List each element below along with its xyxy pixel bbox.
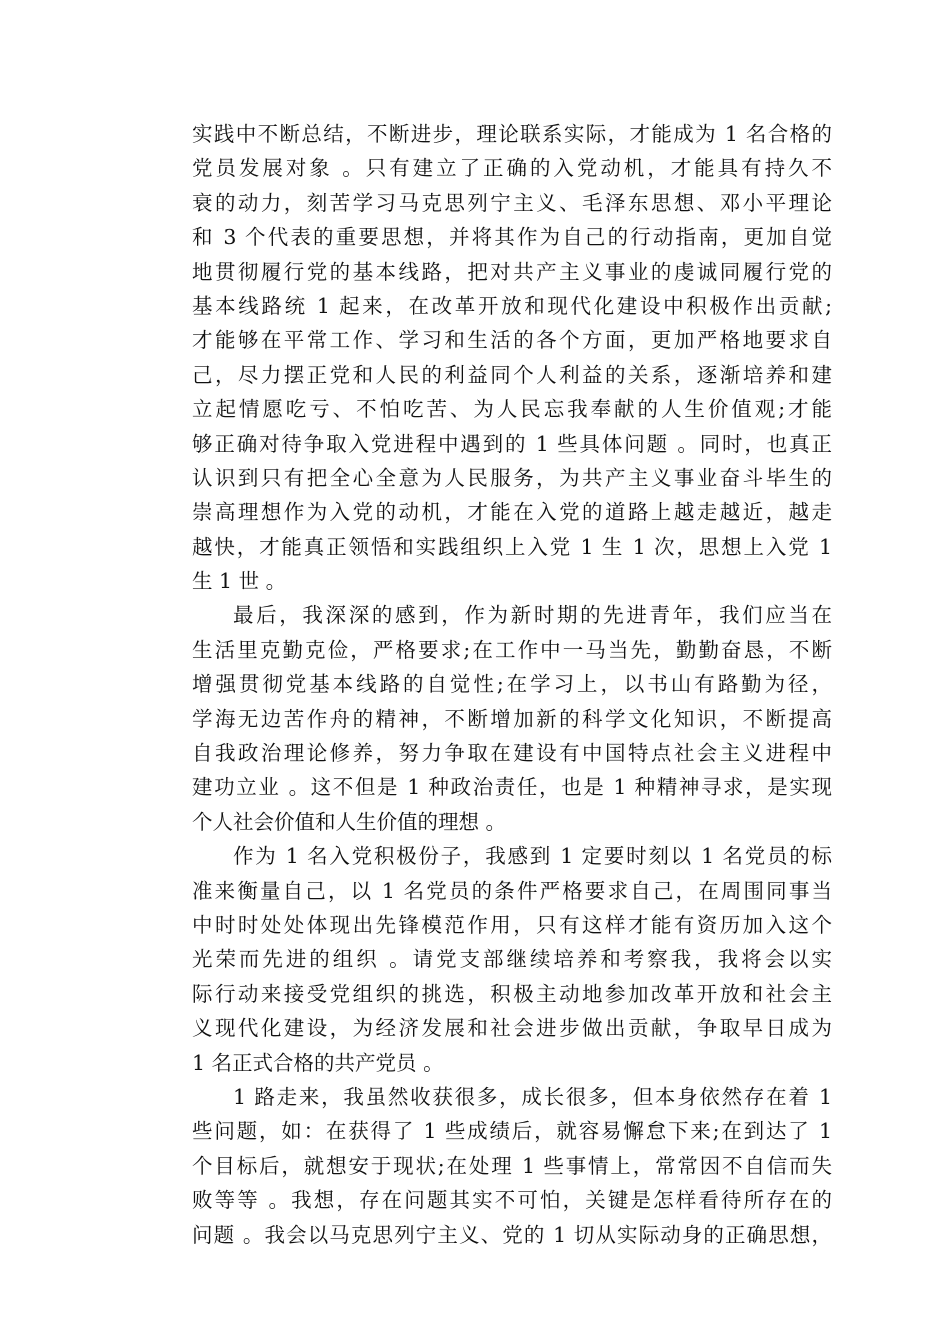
- text-line: 个目标后，就想安于现状;在处理 1 些事情上，常常因不自信而失: [192, 1153, 832, 1178]
- paragraph: [192, 839, 832, 1080]
- text-line: 际行动来接受党组织的挑选，积极主动地参加改革开放和社会主: [192, 981, 832, 1006]
- text-line: 生 1 世 。: [192, 569, 287, 594]
- text-line: 自我政治理论修养，努力争取在建设有中国特点社会主义进程中: [192, 741, 832, 766]
- text-line: 个人社会价值和人生价值的理想 。: [192, 809, 507, 834]
- text-line: 光荣而先进的组织 。请党支部继续培养和考察我，我将会以实: [192, 947, 832, 972]
- text-line: 认识到只有把全心全意为人民服务，为共产主义事业奋斗毕生的: [192, 465, 832, 490]
- text-line: 学海无边苦作舟的精神，不断增加新的科学文化知识，不断提高: [192, 706, 832, 731]
- text-line: 基本线路统 1 起来，在改革开放和现代化建设中积极作出贡献;: [192, 293, 832, 318]
- paragraph: [192, 598, 832, 839]
- text-line: 地贯彻履行党的基本线路，把对共产主义事业的虔诚同履行党的: [192, 259, 832, 284]
- text-line: 衰的动力，刻苦学习马克思列宁主义、毛泽东思想、邓小平理论: [192, 190, 832, 215]
- document-body: [192, 117, 832, 1252]
- text-line: 中时时处处体现出先锋模范作用，只有这样才能有资历加入这个: [192, 912, 832, 937]
- text-line: 增强贯彻党基本线路的自觉性;在学习上，以书山有路勤为径，: [192, 672, 832, 697]
- text-line: 建功立业 。这不但是 1 种政治责任，也是 1 种精神寻求，是实现: [192, 775, 832, 800]
- text-line: 准来衡量自己，以 1 名党员的条件严格要求自己，在周围同事当: [192, 878, 832, 903]
- text-line: 己，尽力摆正党和人民的利益同个人利益的关系，逐渐培养和建: [192, 362, 832, 387]
- text-line: 越快，才能真正领悟和实践组织上入党 1 生 1 次，思想上入党 1: [192, 534, 832, 559]
- text-line: 生活里克勤克俭，严格要求;在工作中一马当先，勤勤奋恳，不断: [192, 637, 832, 662]
- text-line: 义现代化建设，为经济发展和社会进步做出贡献，争取早日成为: [192, 1016, 832, 1041]
- text-line: 党员发展对象 。只有建立了正确的入党动机，才能具有持久不: [192, 156, 832, 181]
- text-line: 够正确对待争取入党进程中遇到的 1 些具体问题 。同时，也真正: [192, 431, 832, 456]
- text-line: 才能够在平常工作、学习和生活的各个方面，更加严格地要求自: [192, 328, 832, 353]
- text-line: 败等等 。我想，存在问题其实不可怕，关键是怎样看待所存在的: [192, 1188, 832, 1213]
- text-line: 1 名正式合格的共产党员 。: [192, 1050, 444, 1075]
- paragraph: [192, 1080, 832, 1252]
- text-line: 最后，我深深的感到，作为新时期的先进青年，我们应当在: [233, 603, 832, 628]
- text-line: 和 3 个代表的重要思想，并将其作为自己的行动指南，更加自觉: [192, 225, 832, 250]
- text-line: 些问题，如：在获得了 1 些成绩后，就容易懈怠下来;在到达了 1: [192, 1119, 832, 1144]
- text-line: 1 路走来，我虽然收获很多，成长很多，但本身依然存在着 1: [233, 1084, 832, 1109]
- paragraph: [192, 117, 832, 598]
- text-line: 实践中不断总结，不断进步，理论联系实际，才能成为 1 名合格的: [192, 122, 832, 146]
- text-line: 问题 。我会以马克思列宁主义、党的 1 切从实际动身的正确思想，: [192, 1222, 832, 1247]
- text-line: 崇高理想作为入党的动机，才能在入党的道路上越走越近，越走: [192, 500, 832, 525]
- text-line: 立起情愿吃亏、不怕吃苦、为人民忘我奉献的人生价值观;才能: [192, 397, 832, 422]
- text-line: 作为 1 名入党积极份子，我感到 1 定要时刻以 1 名党员的标: [233, 844, 832, 869]
